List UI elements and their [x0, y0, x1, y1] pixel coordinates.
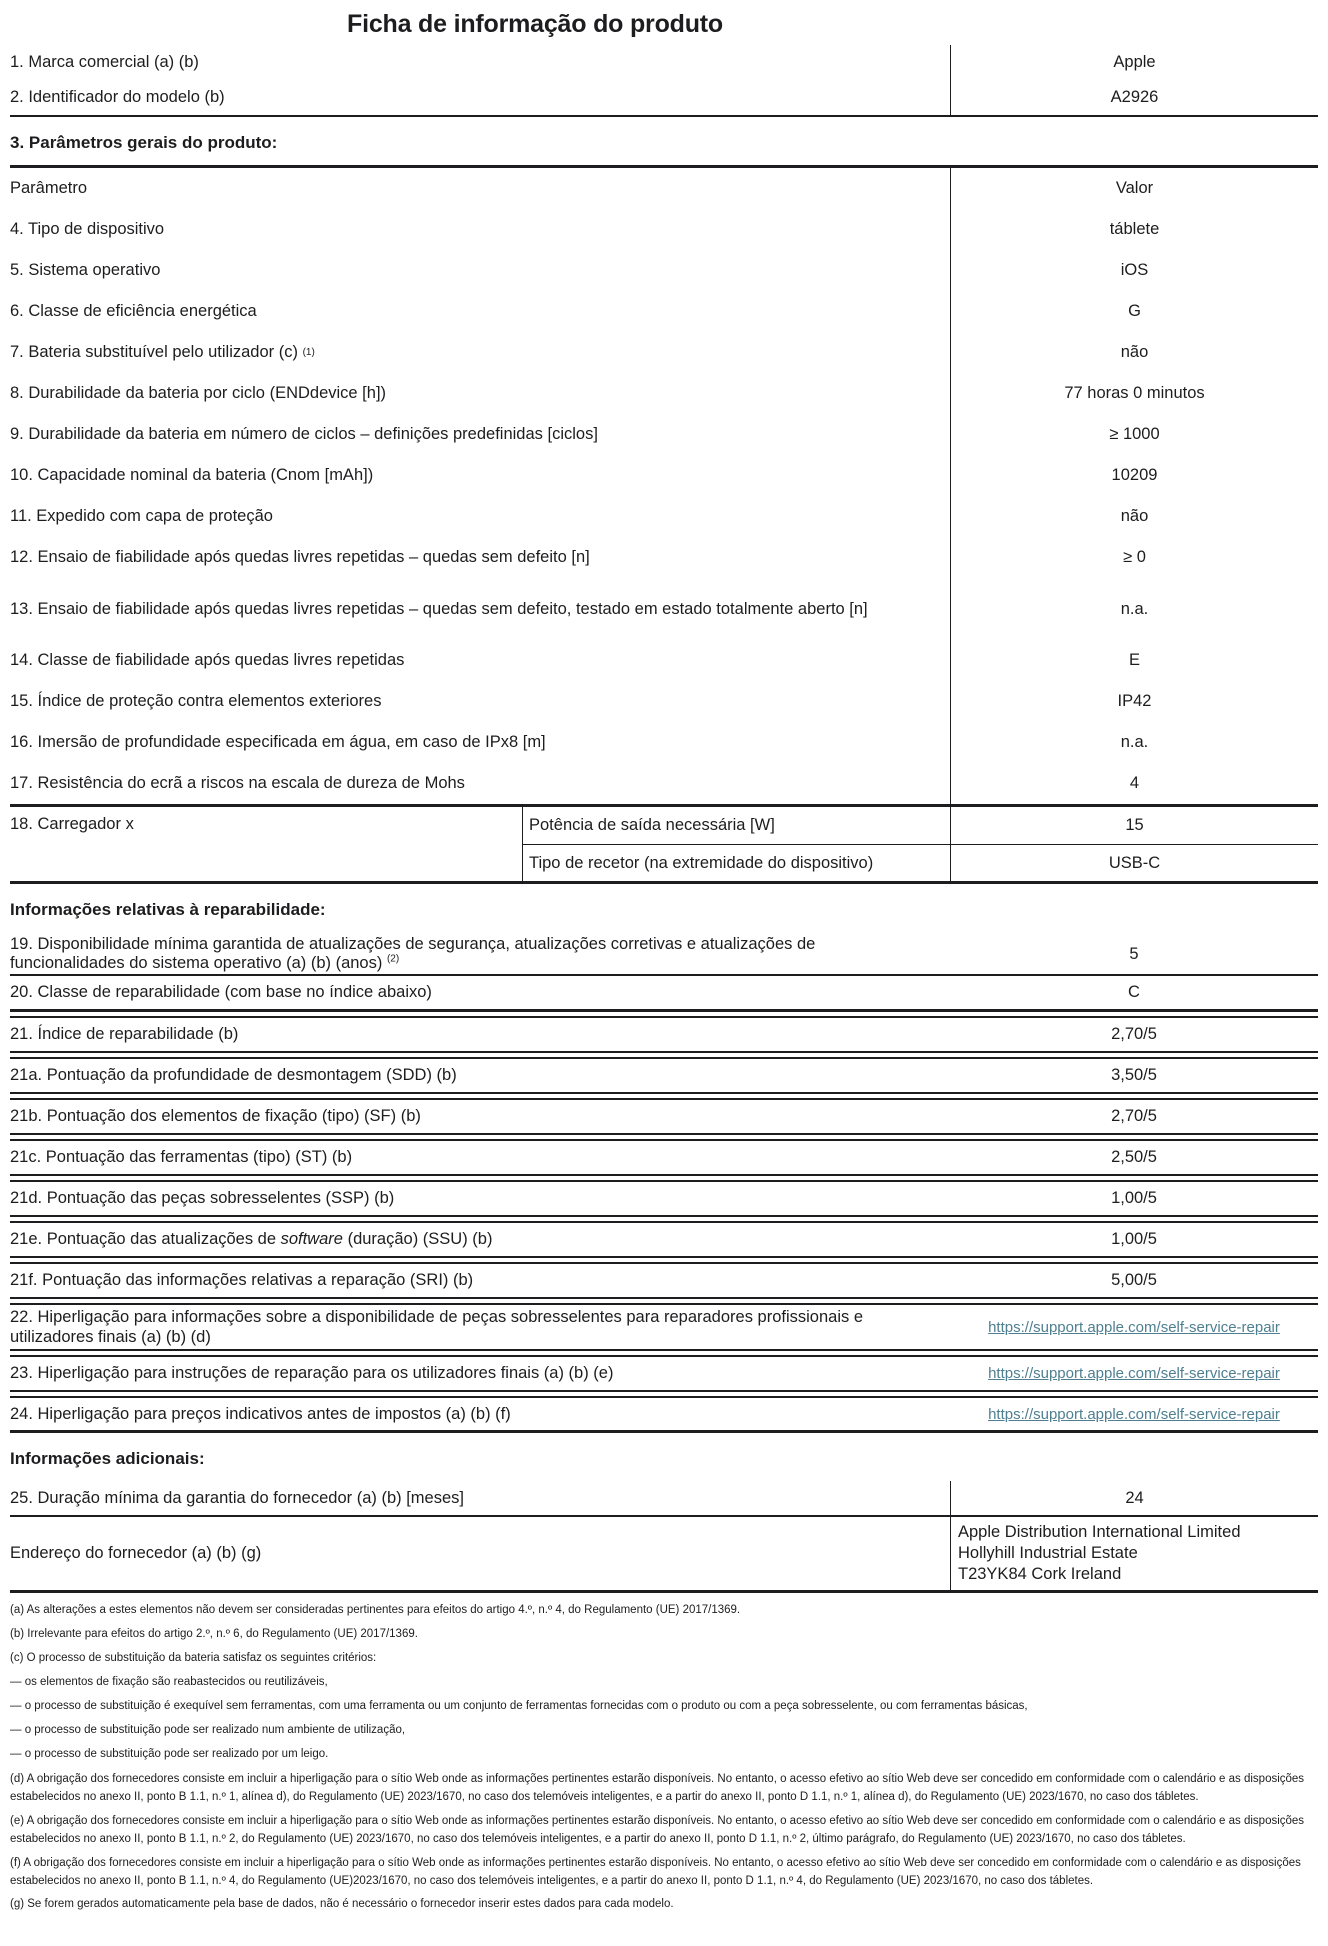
charger-sub-label: Potência de saída necessária [W]	[522, 807, 950, 844]
row-value: 2,50/5	[1111, 1148, 1157, 1166]
row-label: 21d. Pontuação das peças sobresselentes (SSP) (b)	[10, 1189, 395, 1207]
row-value: iOS	[950, 250, 1318, 291]
page-title: Ficha de informação do produto	[347, 10, 723, 38]
table-row	[10, 537, 1318, 578]
footnote: — o processo de substituição pode ser realizado num ambiente de utilização,	[10, 1724, 406, 1736]
row-value: n.a.	[950, 722, 1318, 763]
row-value: não	[950, 496, 1318, 537]
row-label: 21. Índice de reparabilidade (b)	[10, 1025, 239, 1043]
row-label: 8. Durabilidade da bateria por ciclo (ENDdevice [h])	[10, 384, 387, 402]
row-label: 9. Durabilidade da bateria em número de ciclos – definições predefinidas [ciclos]	[10, 425, 598, 443]
row-value: 10209	[950, 455, 1318, 496]
footnotes	[10, 1593, 1318, 1913]
section-heading-general: 3. Parâmetros gerais do produto:	[10, 133, 278, 152]
row-label: 7. Bateria substituível pelo utilizador (c) (1)	[10, 343, 315, 361]
row-value: 77 horas 0 minutos	[950, 373, 1318, 414]
row-value: E	[950, 640, 1318, 681]
table-row	[10, 1180, 1318, 1217]
brand-model-table	[10, 45, 1318, 117]
row-label: 22. Hiperligação para informações sobre a disponibilidade de peças sobresselentes para reparadores profissionais e utilizadores finais (a) (b) (d)	[10, 1308, 864, 1346]
table-row	[10, 496, 1318, 537]
table-row	[10, 578, 1318, 640]
table-row	[10, 640, 1318, 681]
row-label: 23. Hiperligação para instruções de reparação para os utilizadores finais (a) (b) (e)	[10, 1364, 614, 1382]
row-value: G	[950, 291, 1318, 332]
charger-label: 18. Carregador x	[10, 815, 134, 833]
table-row	[10, 932, 1318, 976]
row-label-text: funcionalidades do sistema operativo (a) (b) (anos)	[10, 954, 383, 972]
footnote: (e) A obrigação dos fornecedores consiste em incluir a hiperligação para o sítio Web onde as informações pertinentes estarão disponíveis. No entanto, o acesso efetivo ao sítio Web deve ser concedido em conformidade com o calendário e as disposições estabelecidos no anexo II, ponto B 1.1, n.º 2, do Regulamento (UE) 2023/1670, no caso dos telemóveis inteligentes, e a partir do anexo II, ponto D 1.1, n.º 2, último parágrafo, do Regulamento (UE) 2023/1670, no caso dos tábletes.	[10, 1815, 1305, 1845]
row-value: 1,00/5	[1111, 1189, 1157, 1207]
table-row	[10, 1098, 1318, 1135]
row-label: 21c. Pontuação das ferramentas (tipo) (ST) (b)	[10, 1148, 353, 1166]
row-label	[10, 935, 950, 973]
row-label: 10. Capacidade nominal da bateria (Cnom [mAh])	[10, 466, 374, 484]
table-row	[10, 976, 1318, 1012]
table-row	[10, 1262, 1318, 1299]
table-row	[10, 1396, 1318, 1433]
row-label: 2. Identificador do modelo (b)	[10, 88, 225, 106]
table-row	[10, 1481, 1318, 1517]
charger-table	[10, 804, 1318, 884]
table-row	[10, 250, 1318, 291]
table-row	[10, 373, 1318, 414]
row-label: 15. Índice de proteção contra elementos exteriores	[10, 692, 382, 710]
row-value: 5	[1129, 944, 1139, 963]
row-label-text: (duração) (SSU) (b)	[342, 1230, 493, 1248]
row-value: não	[950, 332, 1318, 373]
row-label	[10, 1230, 950, 1249]
table-row	[10, 291, 1318, 332]
row-value: IP42	[950, 681, 1318, 722]
row-label: 13. Ensaio de fiabilidade após quedas livres repetidas – quedas sem defeito, testado em estado totalmente aberto [n]	[10, 599, 868, 618]
address-line: T23YK84 Cork Ireland	[958, 1565, 1122, 1583]
row-label: Endereço do fornecedor (a) (b) (g)	[10, 1544, 262, 1562]
row-value: A2926	[950, 80, 1318, 115]
column-header-parameter: Parâmetro	[10, 179, 88, 197]
footnote: (g) Se forem gerados automaticamente pela base de dados, não é necessário o fornecedor inserir estes dados para cada modelo.	[10, 1898, 674, 1910]
row-value: 24	[950, 1481, 1318, 1515]
row-label-line2	[10, 954, 950, 973]
row-label: 5. Sistema operativo	[10, 261, 161, 279]
row-label-italic: software	[280, 1230, 343, 1248]
column-header-value: Valor	[950, 168, 1318, 209]
row-value	[950, 1364, 1318, 1383]
table-row	[10, 455, 1318, 496]
row-value	[950, 1318, 1318, 1337]
row-value: C	[1128, 983, 1140, 1001]
spare-parts-availability-link[interactable]: https://support.apple.com/self-service-repair	[988, 1318, 1280, 1336]
indicative-prices-link[interactable]: https://support.apple.com/self-service-repair	[988, 1405, 1280, 1423]
row-label-line1: 19. Disponibilidade mínima garantida de atualizações de segurança, atualizações corretivas e atualizações de	[10, 935, 816, 953]
footnote: (f) A obrigação dos fornecedores consiste em incluir a hiperligação para o sítio Web onde as informações pertinentes estarão disponíveis. No entanto, o acesso efetivo ao sítio Web deve ser concedido em conformidade com o calendário e as disposições estabelecidos no anexo II, ponto B 1.1, n.º 4, do Regulamento (UE)2023/1670, no caso dos telemóveis inteligentes, e a partir do anexo II, ponto D 1.1, n.º 4, do Regulamento (UE) 2023/1670, no caso dos tábletes.	[10, 1857, 1301, 1887]
row-value: 2,70/5	[1111, 1107, 1157, 1125]
row-label: 11. Expedido com capa de proteção	[10, 507, 273, 525]
charger-sub-value: 15	[950, 807, 1318, 844]
table-row	[10, 209, 1318, 250]
row-label-text: 21e. Pontuação das atualizações de	[10, 1230, 281, 1248]
row-value	[950, 1405, 1318, 1424]
row-value: n.a.	[950, 578, 1318, 640]
table-row	[10, 681, 1318, 722]
row-value: táblete	[950, 209, 1318, 250]
row-label: 6. Classe de eficiência energética	[10, 302, 257, 320]
table-row	[10, 332, 1318, 373]
row-label: 17. Resistência do ecrã a riscos na escala de dureza de Mohs	[10, 774, 465, 792]
row-value: 1,00/5	[1111, 1230, 1157, 1248]
row-label: 21f. Pontuação das informações relativas a reparação (SRI) (b)	[10, 1271, 474, 1289]
row-label: 25. Duração mínima da garantia do fornecedor (a) (b) [meses]	[10, 1488, 464, 1507]
table-row	[10, 1016, 1318, 1053]
table-row	[10, 1139, 1318, 1176]
table-row	[10, 1303, 1318, 1351]
row-value: Apple	[950, 45, 1318, 80]
row-label: 21b. Pontuação dos elementos de fixação (tipo) (SF) (b)	[10, 1107, 421, 1125]
row-label: 4. Tipo de dispositivo	[10, 220, 165, 238]
table-row	[10, 1221, 1318, 1258]
table-header-row	[10, 168, 1318, 209]
footnote: — o processo de substituição é exequível sem ferramentas, com uma ferramenta ou um conjunto de ferramentas fornecidas com o produto ou com a peça sobresselente, ou com ferramentas básicas,	[10, 1700, 1028, 1712]
table-row	[10, 1355, 1318, 1392]
table-row	[10, 763, 1318, 804]
row-label: 12. Ensaio de fiabilidade após quedas livres repetidas – quedas sem defeito [n]	[10, 548, 590, 566]
table-row	[10, 45, 1318, 80]
repair-instructions-link[interactable]: https://support.apple.com/self-service-repair	[988, 1365, 1280, 1382]
row-value: ≥ 1000	[950, 414, 1318, 455]
charger-sub-label: Tipo de recetor (na extremidade do dispositivo)	[522, 844, 950, 881]
footnote: — os elementos de fixação são reabastecidos ou reutilizáveis,	[10, 1676, 328, 1688]
address-line: Hollyhill Industrial Estate	[958, 1544, 1138, 1562]
table-row	[10, 80, 1318, 115]
section-heading-repairability: Informações relativas à reparabilidade:	[10, 900, 326, 919]
row-label: 21a. Pontuação da profundidade de desmontagem (SDD) (b)	[10, 1066, 457, 1084]
row-value: 3,50/5	[1111, 1066, 1157, 1084]
footnote: (a) As alterações a estes elementos não devem ser consideradas pertinentes para efeitos do artigo 4.º, n.º 4, do Regulamento (UE) 2017/1369.	[10, 1604, 741, 1616]
row-label: 16. Imersão de profundidade especificada em água, em caso de IPx8 [m]	[10, 733, 546, 751]
supplier-address-row	[10, 1517, 1318, 1593]
table-row	[10, 414, 1318, 455]
supplier-address	[950, 1517, 1318, 1590]
table-row	[10, 1057, 1318, 1094]
row-label-text: 7. Bateria substituível pelo utilizador (c)	[10, 343, 298, 361]
row-value: ≥ 0	[950, 537, 1318, 578]
row-label: 14. Classe de fiabilidade após quedas livres repetidas	[10, 651, 405, 669]
footnote-superscript: (2)	[386, 953, 400, 965]
footnote: — o processo de substituição pode ser realizado por um leigo.	[10, 1748, 329, 1760]
charger-sub-value: USB-C	[950, 844, 1318, 881]
footnote: (c) O processo de substituição da bateria satisfaz os seguintes critérios:	[10, 1652, 377, 1664]
row-label: 1. Marca comercial (a) (b)	[10, 53, 199, 71]
footnote: (b) Irrelevante para efeitos do artigo 2.º, n.º 6, do Regulamento (UE) 2017/1369.	[10, 1628, 418, 1640]
table-row	[10, 722, 1318, 763]
row-value: 2,70/5	[1111, 1025, 1157, 1043]
footnote: (d) A obrigação dos fornecedores consiste em incluir a hiperligação para o sítio Web onde as informações pertinentes estarão disponíveis. No entanto, o acesso efetivo ao sítio Web deve ser concedido em conformidade com o calendário e as disposições estabelecidos no anexo II, ponto B 1.1, n.º 1, alínea d), do Regulamento (UE) 2023/1670, no caso dos telemóveis inteligentes, e a partir do anexo II, ponto D 1.1, n.º 1, alínea d), do Regulamento (UE) 2023/1670, no caso dos tábletes.	[10, 1773, 1305, 1803]
row-value: 5,00/5	[1111, 1271, 1157, 1289]
row-label: 20. Classe de reparabilidade (com base no índice abaixo)	[10, 983, 432, 1001]
section-heading-additional: Informações adicionais:	[10, 1449, 205, 1468]
row-value: 4	[950, 763, 1318, 804]
address-line: Apple Distribution International Limited	[958, 1523, 1241, 1541]
general-parameters-table	[10, 165, 1318, 804]
row-label: 24. Hiperligação para preços indicativos antes de impostos (a) (b) (f)	[10, 1404, 511, 1423]
